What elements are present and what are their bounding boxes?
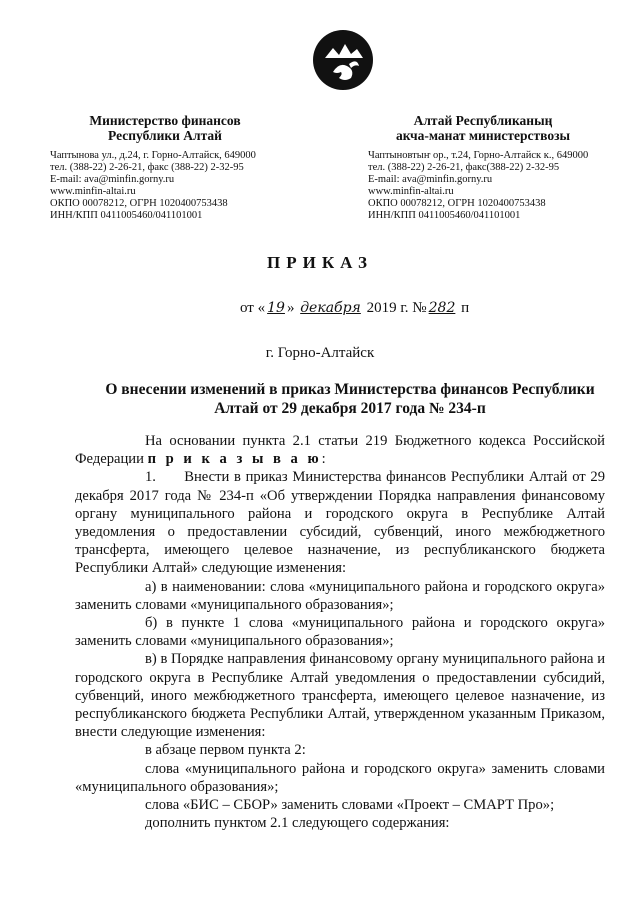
ministry-title-ru [50,113,280,143]
paragraph-abzac: в абзаце первом пункта 2: [145,742,306,759]
date-year: 2019 г. № [362,300,427,316]
inn: ИНН/КПП 0411005460/041101001 [50,210,203,221]
paragraph-item-v: в) в Порядке направления финансовому органу муниципального района и городского округа в Республике Алтай уведомления о предоставлении субсидий, субвенций, иного межбюджетного трансферта, имеющего целевое назначение, из республиканского бюджета Республики Алтай, утвержденном указанным Приказом, внести следующие изменения: [75,651,605,741]
ministry-title-line2: Республики Алтай [108,128,222,143]
order-subject: О внесении изменений в приказ Министерства финансов Республики Алтай от 29 декабря 2017 года № 234-п [105,381,595,417]
number-suffix: п [457,300,470,316]
paragraph-item-1: 1. Внести в приказ Министерства финансов Республики Алтай от 29 декабря 2017 года № 234-п «Об утверждении Порядка направления финансовому органу муниципального района и городского округа в Республике Алтай уведомления о предоставлении субсидий, субвенций, иного межбюджетного трансферта, имеющего целевое назначение, из республиканского бюджета Республики Алтай» следующие изменения: [75,469,605,577]
ministry-title-line1: Алтай Республиканың [413,113,553,128]
order-body [75,432,605,832]
ministry-header-russian [50,113,320,222]
basis-colon: : [321,451,326,468]
ministry-title-alt [368,113,598,143]
email: E-mail: ava@minfin.gorny.ru [368,174,493,185]
handwritten-day: 19 [267,300,285,316]
paragraph-replace-2: слова «БИС – СБОР» заменить словами «Проект – СМАРТ Про»; [145,797,555,814]
ministry-contacts-ru [50,150,320,222]
handwritten-number: 282 [428,300,456,316]
inn: ИНН/КПП 0411005460/041101001 [368,210,521,221]
ministry-contacts-alt [368,150,638,222]
date-prefix: от « [240,300,266,316]
phone: тел. (388-22) 2-26-21, факс(388-22) 2-32-95 [368,162,560,173]
email: E-mail: ava@minfin.gorny.ru [50,174,175,185]
paragraph-item-b: б) в пункте 1 слова «муниципального района и городского округа» заменить словами «муниципального образования»; [75,615,605,650]
phone: тел. (388-22) 2-26-21, факс (388-22) 2-32-95 [50,162,244,173]
order-verb: п р и к а з ы в а ю [147,451,322,468]
okpo: ОКПО 00078212, ОГРН 1020400753438 [368,198,546,209]
ministry-title-line2: акча-манат министерствозы [395,128,571,143]
ministry-title-line1: Министерство финансов [89,113,241,128]
address: Чаптынова ул., д.24, г. Горно-Алтайск, 649000 [50,150,256,161]
order-date-line [240,300,469,317]
paragraph-replace-1: слова «муниципального района и городского округа» заменить словами «муниципального образования»; [75,760,605,795]
ministry-header-altai [368,113,638,222]
website: www.minfin-altai.ru [50,186,136,197]
handwritten-month: декабря [300,300,361,316]
okpo: ОКПО 00078212, ОГРН 1020400753438 [50,198,228,209]
paragraph-basis [75,432,605,468]
website: www.minfin-altai.ru [368,186,454,197]
date-mid: » [286,300,299,316]
paragraph-add: дополнить пунктом 2.1 следующего содержания: [145,815,450,832]
basis-text: На основании пункта 2.1 статьи 219 Бюджетного кодекса Российской Федерации [75,433,605,468]
address: Чаптыновтыҥ ор., т.24, Горно-Алтайск к., 649000 [368,150,589,161]
city: г. Горно-Алтайск [265,345,375,361]
order-title: ПРИКАЗ [267,253,373,272]
altai-emblem-icon [311,28,375,92]
paragraph-item-a: а) в наименовании: слова «муниципального района и городского округа» заменить словами «муниципального образования»; [75,578,605,613]
